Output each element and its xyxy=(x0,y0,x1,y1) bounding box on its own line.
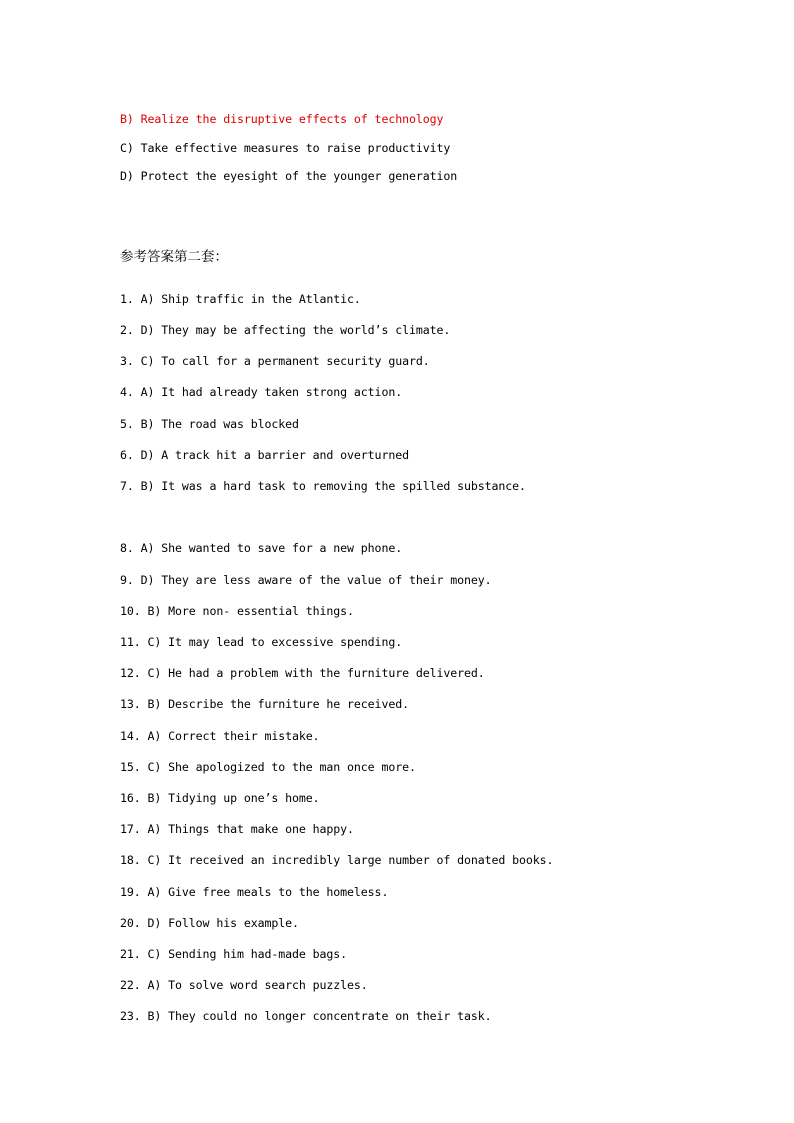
answer-6: 6. D) A track hit a barrier and overturned xyxy=(120,448,409,462)
answer-15: 15. C) She apologized to the man once more. xyxy=(120,760,416,774)
answer-13: 13. B) Describe the furniture he received. xyxy=(120,697,409,711)
answer-23: 23. B) They could no longer concentrate on their task. xyxy=(120,1009,492,1023)
answer-11: 11. C) It may lead to excessive spending. xyxy=(120,635,403,649)
answer-12: 12. C) He had a problem with the furniture delivered. xyxy=(120,666,485,680)
answer-21: 21. C) Sending him had-made bags. xyxy=(120,947,348,961)
option-d: D) Protect the eyesight of the younger generation xyxy=(120,169,458,183)
answer-4: 4. A) It had already taken strong action. xyxy=(120,385,403,399)
answer-16: 16. B) Tidying up one’s home. xyxy=(120,791,320,805)
option-c: C) Take effective measures to raise productivity xyxy=(120,141,451,155)
answer-9: 9. D) They are less aware of the value of their money. xyxy=(120,573,492,587)
answer-10: 10. B) More non- essential things. xyxy=(120,604,354,618)
answer-18: 18. C) It received an incredibly large number of donated books. xyxy=(120,853,554,867)
option-b: B) Realize the disruptive effects of technology xyxy=(120,112,444,126)
answer-19: 19. A) Give free meals to the homeless. xyxy=(120,885,389,899)
answer-20: 20. D) Follow his example. xyxy=(120,916,299,930)
answer-3: 3. C) To call for a permanent security guard. xyxy=(120,354,430,368)
answer-2: 2. D) They may be affecting the world’s climate. xyxy=(120,323,451,337)
answer-14: 14. A) Correct their mistake. xyxy=(120,729,320,743)
answer-8: 8. A) She wanted to save for a new phone. xyxy=(120,541,403,555)
answer-22: 22. A) To solve word search puzzles. xyxy=(120,978,368,992)
answer-7: 7. B) It was a hard task to removing the spilled substance. xyxy=(120,479,526,493)
answer-1: 1. A) Ship traffic in the Atlantic. xyxy=(120,292,361,306)
answer-5: 5. B) The road was blocked xyxy=(120,417,299,431)
answer-key-heading: 参考答案第二套： xyxy=(120,249,228,265)
answer-17: 17. A) Things that make one happy. xyxy=(120,822,354,836)
